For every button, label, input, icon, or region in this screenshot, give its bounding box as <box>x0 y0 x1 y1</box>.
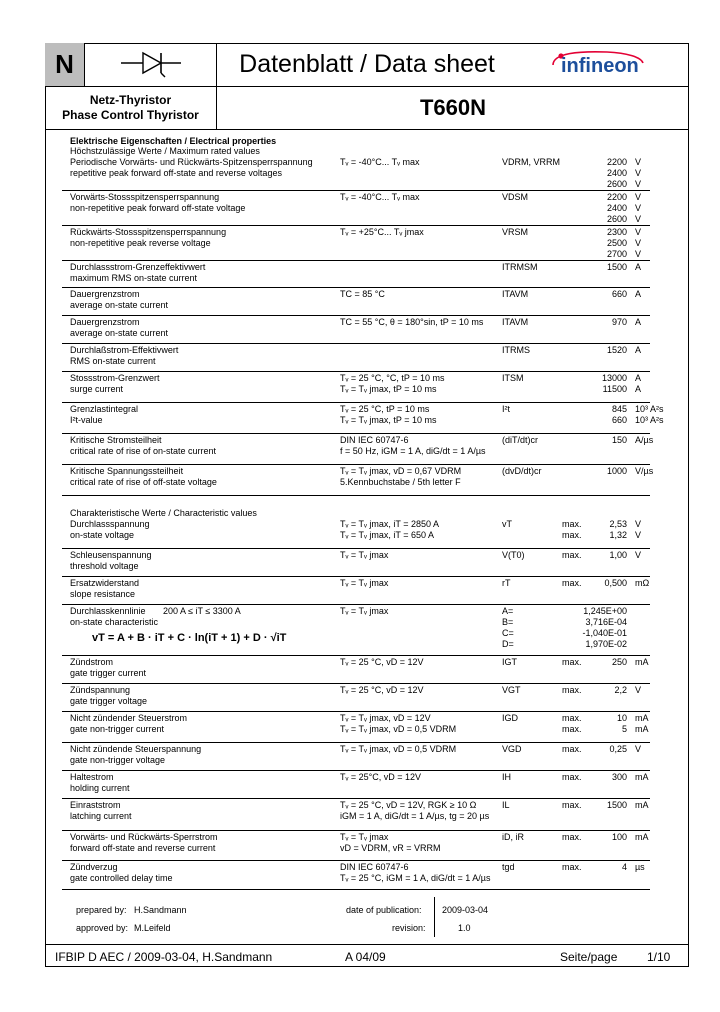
parameter-de: Vorwärts-Stossspitzensperrspannung <box>70 192 220 202</box>
parameter-en: threshold voltage <box>70 561 139 571</box>
condition: Tᵥ = Tᵥ jmax, iT = 2850 A Tᵥ = Tᵥ jmax, iT = 650 A <box>340 519 439 540</box>
symbol: tgd <box>502 862 515 872</box>
unit: A <box>635 262 642 272</box>
revision: 1.0 <box>458 923 471 933</box>
unit: V V <box>635 519 642 540</box>
parameter-de: Nicht zündende Steuerspannung <box>70 744 202 754</box>
parameter-en: gate trigger current <box>70 668 147 678</box>
parameter-en: critical rate of rise of on-state current <box>70 446 217 456</box>
parameter-name <box>70 744 330 766</box>
parameter-de: Nicht zündender Steuerstrom <box>70 713 188 723</box>
section-electrical <box>70 136 650 156</box>
symbol: (dvD/dt)cr <box>502 466 542 476</box>
parameter-de: Periodische Vorwärts- und Rückwärts-Spitzensperrspannung <box>70 157 313 167</box>
characteristic-formula: vT = A + B · iT + C · ln(iT + 1) + D · √iT <box>92 632 287 644</box>
table-row <box>62 372 650 403</box>
parameter-name <box>70 606 330 628</box>
parameter-name <box>70 800 330 822</box>
parameter-name <box>70 435 330 457</box>
logo-text: infineon <box>561 55 639 77</box>
unit: A A <box>635 373 642 394</box>
limit-type: max. <box>562 832 582 842</box>
condition: Tᵥ = 25 °C, tP = 10 ms Tᵥ = Tᵥ jmax, tP = 10 ms <box>340 404 437 425</box>
section-characteristic <box>70 508 650 518</box>
parameter-de: Vorwärts- und Rückwärts-Sperrstrom <box>70 832 218 842</box>
symbol: VDSM <box>502 192 529 202</box>
unit: V <box>635 744 642 754</box>
parameter-de: Kritische Spannungssteilheit <box>70 466 184 476</box>
parameter-en: holding current <box>70 783 130 793</box>
infineon-logo <box>517 43 689 87</box>
document-ref: IFBIP D AEC / 2009-03-04, H.Sandmann <box>55 950 273 964</box>
table-row <box>62 605 650 656</box>
parameter-en: average on-state current <box>70 328 169 338</box>
parameter-name <box>70 373 330 395</box>
page-footer <box>45 944 689 967</box>
parameter-name <box>70 519 330 541</box>
parameter-de: Einraststrom <box>70 800 121 810</box>
unit: A/µs <box>635 435 654 445</box>
limit-type: max. <box>562 800 582 810</box>
symbol: ITRMS <box>502 345 530 355</box>
table-row <box>62 549 650 577</box>
parameter-name <box>70 832 330 854</box>
value: 970 <box>611 317 627 327</box>
unit: mA mA <box>635 713 649 734</box>
parameter-de: Durchlassstrom-Grenzeffektivwert <box>70 262 206 272</box>
symbol: VGT <box>502 685 521 695</box>
parameter-name <box>70 289 330 311</box>
symbol: IL <box>502 800 510 810</box>
parameter-en: on-state voltage <box>70 530 135 540</box>
parameter-en: average on-state current <box>70 300 169 310</box>
parameter-name <box>70 404 330 426</box>
unit: V/µs <box>635 466 654 476</box>
limit-type: max. <box>562 550 582 560</box>
prepared-label: prepared by: <box>76 905 127 915</box>
parameter-name <box>70 262 330 284</box>
limit-type: max. <box>562 862 582 872</box>
section-electrical-title: Elektrische Eigenschaften / Electrical properties <box>70 136 277 146</box>
limit-type: max. max. <box>562 519 582 540</box>
parameter-de: Haltestrom <box>70 772 114 782</box>
symbol: ITAVM <box>502 289 529 299</box>
parameter-name <box>70 345 330 367</box>
parameter-en: RMS on-state current <box>70 356 156 366</box>
unit: 10³ A²s 10³ A²s <box>635 404 664 425</box>
value: 1,245E+00 3,716E-04 -1,040E-01 1,970E-02 <box>582 606 627 649</box>
parameter-name <box>70 685 330 707</box>
section-char-title: Charakteristische Werte / Characteristic values <box>70 508 257 518</box>
table-row <box>62 831 650 861</box>
condition: Tᵥ = Tᵥ jmax vD = VDRM, vR = VRRM <box>340 832 441 853</box>
parameter-en: repetitive peak forward off-state and reverse voltages <box>70 168 282 178</box>
document-title: Datenblatt / Data sheet <box>217 43 517 87</box>
parameter-en: gate non-trigger voltage <box>70 755 166 765</box>
approved-by: M.Leifeld <box>134 923 171 933</box>
unit: V V V <box>635 227 642 259</box>
limit-type: max. <box>562 657 582 667</box>
value: 2200 2400 2600 <box>606 157 627 189</box>
page-number: 1/10 <box>647 950 671 964</box>
condition: DIN IEC 60747-6 f = 50 Hz, iGM = 1 A, diG/dt = 1 A/µs <box>340 435 486 456</box>
unit: mA <box>635 657 649 667</box>
symbol: I²t <box>502 404 510 414</box>
value: 1520 <box>606 345 627 355</box>
condition: Tᵥ = Tᵥ jmax <box>340 606 389 616</box>
approved-label: approved by: <box>76 923 129 933</box>
parameter-de: Zündstrom <box>70 657 114 667</box>
condition: TC = 85 °C <box>340 289 385 299</box>
value: 250 <box>611 657 627 667</box>
parameter-en: non-repetitive peak forward off-state voltage <box>70 203 246 213</box>
value: 10 5 <box>616 713 627 734</box>
parameter-en: non-repetitive peak reverse voltage <box>70 238 211 248</box>
section-max-rated-title: Höchstzulässige Werte / Maximum rated values <box>70 146 260 156</box>
parameter-name <box>70 772 330 794</box>
symbol: IGT <box>502 657 517 667</box>
parameter-name <box>70 227 330 249</box>
value: 2300 2500 2700 <box>606 227 627 259</box>
value: 0,25 <box>609 744 627 754</box>
symbol: iD, iR <box>502 832 524 842</box>
symbol: VGD <box>502 744 522 754</box>
parameter-name <box>70 192 330 214</box>
condition: Tᵥ = +25°C... Tᵥ jmax <box>340 227 424 237</box>
parameter-de: Zündverzug <box>70 862 118 872</box>
value: 2200 2400 2600 <box>606 192 627 224</box>
value: 1000 <box>606 466 627 476</box>
table-row <box>62 577 650 605</box>
document-code: A 04/09 <box>345 950 386 964</box>
symbol: VDRM, VRRM <box>502 157 560 167</box>
table-row <box>62 518 650 549</box>
parameter-name <box>70 317 330 339</box>
parameter-name <box>70 466 330 488</box>
condition: Tᵥ = 25 °C, °C, tP = 10 ms Tᵥ = Tᵥ jmax, tP = 10 ms <box>340 373 445 394</box>
publication-label: date of publication: <box>346 905 422 915</box>
device-type <box>45 87 217 130</box>
limit-type: max. <box>562 685 582 695</box>
device-type-de: Netz-Thyristor <box>89 93 172 107</box>
symbol: ITSM <box>502 373 524 383</box>
unit: mA <box>635 832 649 842</box>
value: 13000 11500 <box>601 373 627 394</box>
table-row <box>62 771 650 799</box>
condition: TC = 55 °C, θ = 180°sin, tP = 10 ms <box>340 317 484 327</box>
condition: Tᵥ = 25 °C, vD = 12V, RGK ≥ 10 Ω iGM = 1 A, diG/dt = 1 A/µs, tg = 20 µs <box>340 800 490 821</box>
condition: Tᵥ = 25 °C, vD = 12V <box>340 657 424 667</box>
approval-footer <box>62 897 650 937</box>
parameter-en: slope resistance <box>70 589 136 599</box>
condition: Tᵥ = Tᵥ jmax, vD = 0,67 VDRM 5.Kennbuchstabe / 5th letter F <box>340 466 462 487</box>
table-row <box>62 465 654 496</box>
parameter-de: Dauergrenzstrom <box>70 317 140 327</box>
parameter-de: Dauergrenzstrom <box>70 289 140 299</box>
parameter-en: gate controlled delay time <box>70 873 173 883</box>
limit-type: max. <box>562 772 582 782</box>
parameter-name <box>70 157 330 179</box>
characteristic-table <box>62 518 650 890</box>
symbol: (diT/dt)cr <box>502 435 538 445</box>
parameter-en: maximum RMS on-state current <box>70 273 198 283</box>
unit: A <box>635 317 642 327</box>
parameter-de: Rückwärts-Stossspitzensperrspannung <box>70 227 227 237</box>
unit: A <box>635 289 642 299</box>
table-row <box>62 156 650 191</box>
condition: Tᵥ = 25 °C, vD = 12V <box>340 685 424 695</box>
parameter-de: Schleusenspannung <box>70 550 152 560</box>
condition: Tᵥ = -40°C... Tᵥ max <box>340 192 420 202</box>
publication-date: 2009-03-04 <box>442 905 489 915</box>
unit: V <box>635 685 642 695</box>
value: 845 660 <box>611 404 627 425</box>
value: 660 <box>611 289 627 299</box>
parameter-de: Zündspannung <box>70 685 131 695</box>
parameter-en: latching current <box>70 811 132 821</box>
parameter-en: gate trigger voltage <box>70 696 148 706</box>
parameter-name <box>70 657 330 679</box>
parameter-en: critical rate of rise of off-state voltage <box>70 477 217 487</box>
table-row <box>62 684 650 712</box>
table-row <box>62 861 650 890</box>
parameter-en: surge current <box>70 384 124 394</box>
page-label: Seite/page <box>560 950 618 964</box>
table-row <box>62 261 650 288</box>
prepared-by: H.Sandmann <box>134 905 187 915</box>
limit-type: max. <box>562 744 582 754</box>
value: 150 <box>611 435 627 445</box>
parameter-de: Durchlaßstrom-Effektivwert <box>70 345 179 355</box>
parameter-name <box>70 578 330 600</box>
table-row <box>62 344 650 372</box>
symbol: vT <box>502 519 512 529</box>
value: 2,53 1,32 <box>609 519 627 540</box>
parameter-name <box>70 713 330 735</box>
unit: A <box>635 345 642 355</box>
part-number: T660N <box>217 87 689 130</box>
parameter-de: Durchlassspannung <box>70 519 150 529</box>
parameter-en: gate non-trigger current <box>70 724 165 734</box>
limit-type: max. <box>562 578 582 588</box>
symbol: rT <box>502 578 511 588</box>
datasheet-body <box>62 136 664 890</box>
condition: Tᵥ = -40°C... Tᵥ max <box>340 157 420 167</box>
revision-label: revision: <box>392 923 426 933</box>
table-row <box>62 656 650 684</box>
table-row <box>62 191 650 226</box>
symbol: VRSM <box>502 227 529 237</box>
parameter-de: Stossstrom-Grenzwert <box>70 373 160 383</box>
unit: mA <box>635 800 649 810</box>
table-row <box>62 712 650 743</box>
unit: V V V <box>635 157 642 189</box>
parameter-name <box>70 862 330 884</box>
device-type-en: Phase Control Thyristor <box>62 108 199 122</box>
parameter-en: on-state characteristic <box>70 617 159 627</box>
value: 100 <box>611 832 627 842</box>
table-row <box>62 743 650 771</box>
symbol: IH <box>502 772 511 782</box>
value: 1500 <box>606 262 627 272</box>
parameter-de: Durchlasskennlinie 200 A ≤ iT ≤ 3300 A <box>70 606 241 616</box>
value: 1,00 <box>609 550 627 560</box>
condition: Tᵥ = Tᵥ jmax, vD = 12V Tᵥ = Tᵥ jmax, vD = 0,5 VDRM <box>340 713 457 734</box>
symbol: IGD <box>502 713 519 723</box>
value: 300 <box>611 772 627 782</box>
unit: V <box>635 550 642 560</box>
table-row <box>62 288 650 316</box>
parameter-de: Ersatzwiderstand <box>70 578 140 588</box>
parameter-name <box>70 550 330 572</box>
value: 4 <box>621 862 627 872</box>
parameter-en: forward off-state and reverse current <box>70 843 216 853</box>
type-letter: N <box>45 43 85 87</box>
symbol: ITRMSM <box>502 262 538 272</box>
table-row <box>62 799 650 831</box>
table-row <box>62 434 654 465</box>
unit: mA <box>635 772 649 782</box>
table-row <box>62 316 650 344</box>
max-rated-table <box>62 156 664 496</box>
value: 0,500 <box>604 578 627 588</box>
unit: V V V <box>635 192 642 224</box>
symbol: ITAVM <box>502 317 529 327</box>
value: 1500 <box>606 800 627 810</box>
condition: Tᵥ = Tᵥ jmax <box>340 578 389 588</box>
table-row <box>62 403 664 434</box>
value: 2,2 <box>614 685 627 695</box>
limit-type: max. max. <box>562 713 582 734</box>
parameter-en: I²t-value <box>70 415 103 425</box>
unit: µs <box>635 862 645 872</box>
symbol: V(T0) <box>502 550 525 560</box>
parameter-de: Grenzlastintegral <box>70 404 139 414</box>
symbol: A= B= C= D= <box>502 606 514 649</box>
condition: Tᵥ = Tᵥ jmax <box>340 550 389 560</box>
thyristor-symbol-icon <box>85 43 217 87</box>
parameter-de: Kritische Stromsteilheit <box>70 435 162 445</box>
table-row <box>62 226 650 261</box>
condition: DIN IEC 60747-6 Tᵥ = 25 °C, iGM = 1 A, diG/dt = 1 A/µs <box>340 862 491 883</box>
unit: mΩ <box>635 578 650 588</box>
condition: Tᵥ = 25°C, vD = 12V <box>340 772 422 782</box>
condition: Tᵥ = Tᵥ jmax, vD = 0,5 VDRM <box>340 744 457 754</box>
